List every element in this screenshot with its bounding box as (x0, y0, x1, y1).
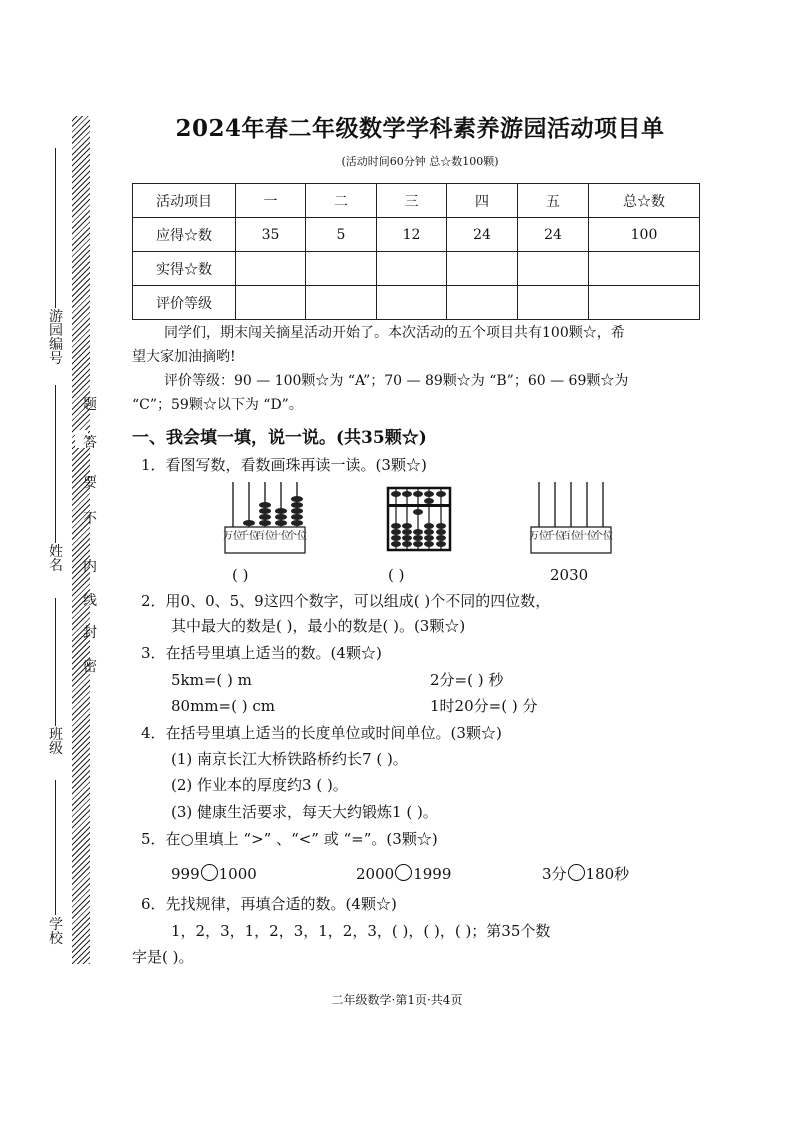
place-label: 万位 (529, 531, 549, 542)
answer-blank[interactable]: ( ) (388, 566, 405, 584)
table-cell: 12 (377, 218, 447, 252)
id-label: 游园编号 (49, 309, 63, 367)
seal-word: 要 (83, 475, 97, 491)
table-cell[interactable] (377, 286, 447, 320)
q4-item: (2) 作业本的厚度约3 ( )。 (171, 776, 348, 794)
compare-circle[interactable] (568, 864, 585, 881)
question-4: 4．在括号里填上适当的长度单位或时间单位。(3颗☆) (141, 724, 502, 742)
place-label: 百位 (561, 531, 581, 542)
q3-item: 80mm=( ) cm (171, 697, 275, 715)
seal-word: 答 (83, 435, 97, 451)
table-cell[interactable] (447, 286, 518, 320)
table-cell: 评价等级 (133, 286, 236, 320)
place-label: 十位 (577, 531, 597, 542)
score-table (132, 183, 700, 320)
intro-line: 同学们，期末闯关摘星活动开始了。本次活动的五个项目共有100颗☆，希 (164, 325, 625, 341)
table-cell: 二 (306, 184, 377, 218)
class-blank (55, 598, 56, 726)
seal-word: 线 (83, 593, 97, 609)
abacus-c-number: 2030 (550, 566, 589, 584)
table-cell: 100 (589, 218, 700, 252)
section-heading: 一、我会填一填，说一说。(共35颗☆) (132, 428, 427, 448)
page-subtitle: (活动时间60分钟 总☆数100颗) (341, 155, 499, 168)
question-5: 5．在○里填上 “>” 、“<” 或 “=”。(3颗☆) (141, 830, 438, 848)
seal-word: 题 (83, 397, 97, 413)
abacus-c (528, 480, 614, 558)
q5-item (356, 863, 451, 885)
table-row (133, 286, 700, 320)
table-cell[interactable] (518, 286, 589, 320)
table-row (133, 252, 700, 286)
q4-item: (3) 健康生活要求，每天大约锻炼1 ( )。 (171, 803, 438, 821)
place-label: 十位 (271, 531, 291, 542)
table-cell[interactable] (518, 252, 589, 286)
table-cell: 应得☆数 (133, 218, 236, 252)
q6-line: 字是( )。 (132, 948, 194, 966)
q3-item: 2分=( ) 秒 (430, 671, 504, 689)
binding-hatch (72, 116, 90, 964)
question-6: 6．先找规律，再填合适的数。(4颗☆) (141, 895, 397, 913)
table-cell: 四 (447, 184, 518, 218)
class-label: 班级 (49, 727, 63, 757)
q5-right: 1999 (413, 865, 452, 883)
page-footer: 二年级数学·第1页·共4页 (331, 993, 463, 1007)
table-cell: 实得☆数 (133, 252, 236, 286)
q3-item: 1时20分=( ) 分 (430, 697, 538, 715)
table-cell[interactable] (589, 252, 700, 286)
question-1: 1．看图写数，看数画珠再读一读。(3颗☆) (141, 456, 427, 474)
question-3: 3．在括号里填上适当的数。(4颗☆) (141, 644, 382, 662)
seal-word: 密 (83, 659, 97, 675)
name-label: 姓名 (49, 544, 63, 574)
table-cell[interactable] (306, 286, 377, 320)
table-cell: 五 (518, 184, 589, 218)
school-blank (55, 780, 56, 915)
place-label: 百位 (255, 531, 275, 542)
table-cell: 总☆数 (589, 184, 700, 218)
place-label: 千位 (545, 531, 565, 542)
abacus-b (386, 486, 452, 552)
place-label: 千位 (239, 531, 259, 542)
q4-item: (1) 南京长江大桥铁路桥约长7 ( )。 (171, 750, 408, 768)
table-cell: 活动项目 (133, 184, 236, 218)
name-blank (55, 385, 56, 543)
q5-right: 1000 (218, 865, 257, 883)
table-cell: 一 (236, 184, 306, 218)
table-cell[interactable] (447, 252, 518, 286)
table-cell[interactable] (236, 252, 306, 286)
table-cell: 24 (518, 218, 589, 252)
school-label: 学校 (49, 917, 63, 947)
question-2-cont: 其中最大的数是( )，最小的数是( )。(3颗☆) (171, 617, 466, 635)
table-cell[interactable] (306, 252, 377, 286)
q5-item (171, 863, 257, 885)
id-blank (55, 148, 56, 308)
q5-item (542, 863, 629, 885)
compare-circle[interactable] (395, 864, 412, 881)
compare-circle[interactable] (201, 864, 218, 881)
table-cell: 5 (306, 218, 377, 252)
place-label: 万位 (223, 531, 243, 542)
place-label: 个位 (593, 531, 613, 542)
seal-word: 不 (83, 511, 97, 527)
place-label: 个位 (287, 531, 307, 542)
table-cell: 24 (447, 218, 518, 252)
q5-left: 999 (171, 865, 200, 883)
seal-word: 内 (83, 559, 97, 575)
q6-line: 1，2，3，1，2，3，1，2，3，( )，( )，( )；第35个数 (171, 922, 551, 940)
table-cell[interactable] (236, 286, 306, 320)
page-title: 2024年春二年级数学学科素养游园活动项目单 (175, 115, 665, 142)
table-cell[interactable] (589, 286, 700, 320)
intro-line: 望大家加油摘哟! (132, 349, 236, 365)
table-cell: 三 (377, 184, 447, 218)
seal-word: 封 (83, 625, 97, 641)
q5-left: 3分 (542, 865, 567, 883)
table-cell[interactable] (377, 252, 447, 286)
table-row (133, 184, 700, 218)
q5-right: 180秒 (585, 865, 630, 883)
table-cell: 35 (236, 218, 306, 252)
table-row (133, 218, 700, 252)
q3-item: 5km=( ) m (171, 671, 252, 689)
abacus-a (222, 480, 308, 558)
question-2: 2．用0、0、5、9这四个数字，可以组成( )个不同的四位数， (141, 592, 551, 610)
intro-line: 评价等级：90 — 100颗☆为 “A”；70 — 89颗☆为 “B”；60 — 69颗☆为 (164, 373, 629, 389)
q5-left: 2000 (356, 865, 395, 883)
intro-line: “C”；59颗☆以下为 “D”。 (132, 397, 303, 413)
answer-blank[interactable]: ( ) (232, 566, 249, 584)
